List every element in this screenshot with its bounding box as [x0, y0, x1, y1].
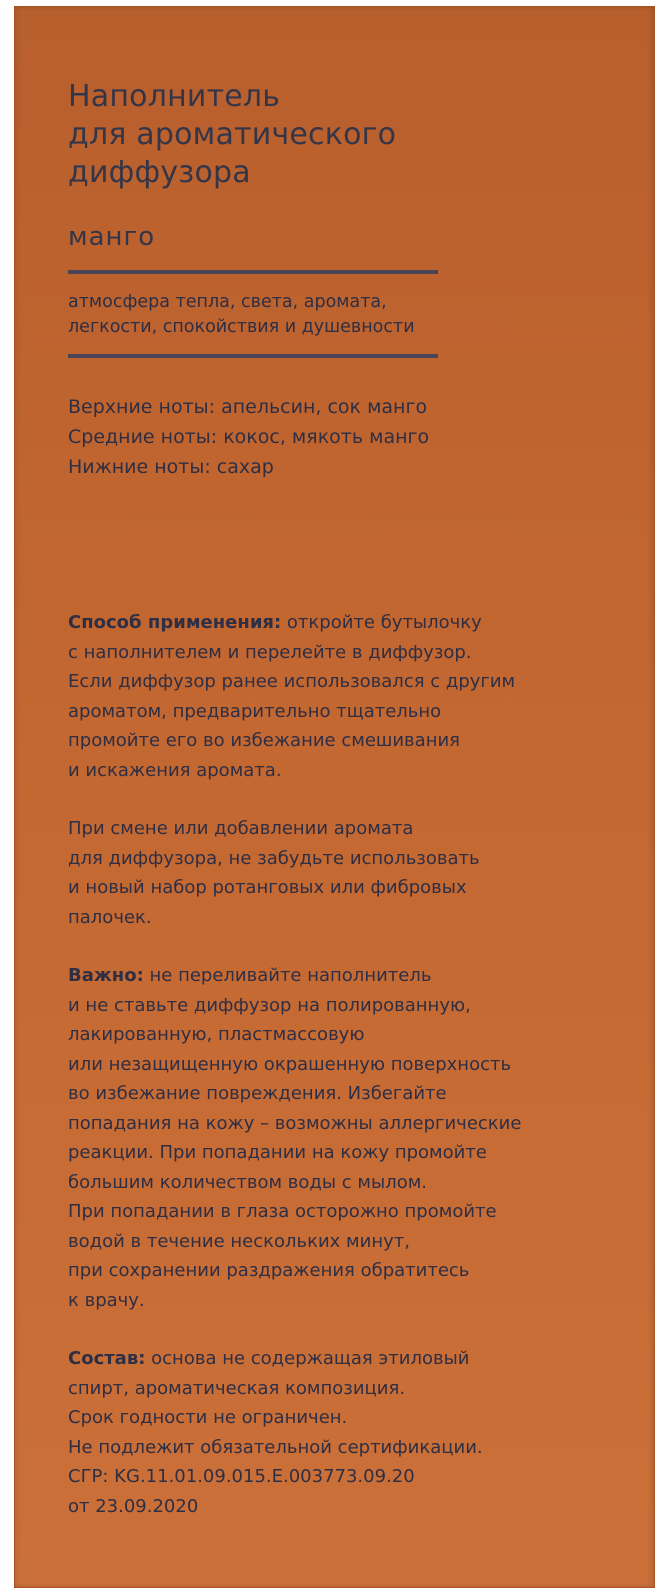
warnings: [68, 961, 648, 1315]
usage-line: Если диффузор ранее использовался с другим: [68, 671, 516, 692]
warning-line: реакции. При попадании на кожу промойте: [68, 1142, 487, 1163]
warning-line: лакированную, пластмассовую: [68, 1024, 365, 1045]
shelf-life: Срок годности не ограничен.: [68, 1407, 348, 1428]
title-line: Наполнитель: [68, 79, 281, 114]
change-line: и новый набор ротанговых или фибровых: [68, 877, 467, 898]
warning-line: большим количеством воды с мылом.: [68, 1171, 428, 1193]
warning-line: и не ставьте диффузор на полированную,: [68, 994, 471, 1016]
divider-bottom: [68, 354, 438, 358]
package-back-panel: [14, 6, 655, 1588]
usage-instructions: [68, 608, 648, 785]
base-notes: Нижние ноты: сахар: [68, 456, 274, 478]
product-title: [68, 78, 648, 192]
composition: [68, 1344, 648, 1521]
change-line: При смене или добавлении аромата: [68, 818, 414, 839]
usage-label: Способ применения:: [68, 612, 282, 633]
registration-date: от 23.09.2020: [68, 1495, 199, 1517]
warning-label: Важно:: [68, 965, 144, 986]
usage-line: и искажения аромата.: [68, 759, 282, 781]
composition-label: Состав:: [68, 1348, 146, 1369]
title-line: для ароматического: [68, 117, 397, 152]
change-line: палочек.: [68, 906, 152, 928]
tagline-line: атмосфера тепла, света, аромата,: [68, 292, 387, 312]
usage-line: с наполнителем и перелейте в диффузор.: [68, 641, 472, 663]
warning-first-line: [68, 961, 648, 991]
divider-top: [68, 270, 438, 274]
warning-line: При попадании в глаза осторожно промойте: [68, 1201, 497, 1222]
top-notes: Верхние ноты: апельсин, сок манго: [68, 396, 428, 418]
usage-first-text: откройте бутылочку: [281, 612, 482, 633]
tagline-line: легкости, спокойствия и душевности: [68, 317, 415, 337]
warning-line: водой в течение нескольких минут,: [68, 1230, 410, 1252]
label-content: [68, 78, 648, 1521]
composition-first-line: [68, 1344, 648, 1374]
usage-first-line: [68, 608, 648, 638]
composition-first-text: основа не содержащая этиловый: [145, 1348, 470, 1369]
usage-line: ароматом, предварительно тщательно: [68, 700, 442, 722]
tagline: [68, 290, 648, 340]
title-line: диффузора: [68, 155, 251, 190]
warning-line: попадания на кожу – возможны аллергические: [68, 1112, 522, 1134]
middle-notes: Средние ноты: кокос, мякоть манго: [68, 426, 430, 448]
fragrance-notes: [68, 392, 648, 482]
usage-line: промойте его во избежание смешивания: [68, 730, 460, 751]
certification-note: Не подлежит обязательной сертификации.: [68, 1436, 483, 1458]
warning-line: при сохранении раздражения обратитесь: [68, 1260, 470, 1281]
warning-line: во избежание повреждения. Избегайте: [68, 1083, 447, 1104]
registration-number: СГР: KG.11.01.09.015.E.003773.09.20: [68, 1466, 415, 1487]
warning-line: или незащищенную окрашенную поверхность: [68, 1053, 512, 1075]
change-line: для диффузора, не забудьте использовать: [68, 847, 480, 869]
warning-line: к врачу.: [68, 1289, 145, 1311]
warning-first-text: не переливайте наполнитель: [143, 965, 432, 986]
composition-line: спирт, ароматическая композиция.: [68, 1377, 406, 1399]
change-advice: [68, 814, 648, 932]
scent-name: манго: [68, 222, 156, 252]
